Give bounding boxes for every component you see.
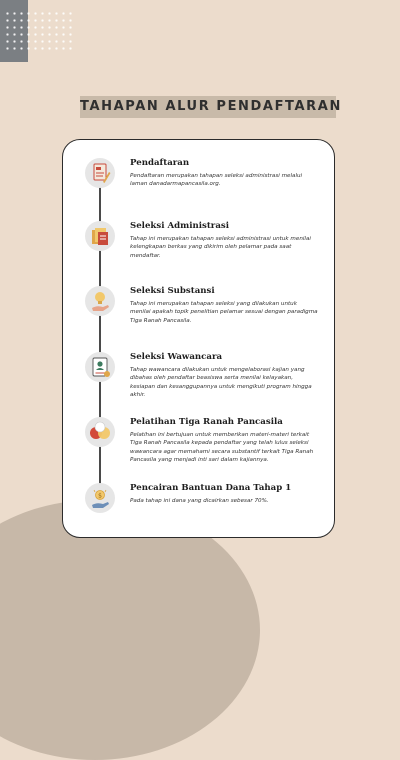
step-description: Tahap ini merupakan tahapan seleksi yang dilakukan untuk menilai apakah topik penelitian pelamar sesuai dengan paradigma Tiga Ranah Pancasila. bbox=[130, 301, 318, 324]
registration-form-icon bbox=[85, 158, 115, 188]
timeline-card bbox=[62, 139, 335, 538]
interview-profile-icon bbox=[85, 352, 115, 382]
coin-hand-icon bbox=[85, 483, 115, 513]
document-folders-icon bbox=[85, 221, 115, 251]
step-description: Tahap ini merupakan tahapan seleksi administrasi untuk menilai kelengkapan berkas yang dikirim oleh pelamar pada saat mendaftar. bbox=[130, 236, 311, 259]
light-bulb-hand-icon bbox=[85, 286, 115, 316]
page-title: TAHAPAN ALUR PENDAFTARAN bbox=[80, 96, 336, 118]
step-title: Pencairan Bantuan Dana Tahap 1 bbox=[130, 483, 292, 493]
dot-grid-decoration bbox=[4, 10, 72, 54]
svg-text:$: $ bbox=[98, 492, 102, 500]
step-title: Seleksi Administrasi bbox=[130, 221, 230, 231]
step-title: Pendaftaran bbox=[130, 158, 190, 168]
step-description: Pendaftaran merupakan tahapan seleksi administrasi melalui laman danadarmapancasila.org. bbox=[130, 173, 303, 188]
step-description: Pada tahap ini dana yang dicairkan sebesar 70%. bbox=[130, 498, 269, 504]
step-title: Pelatihan Tiga Ranah Pancasila bbox=[130, 417, 283, 427]
step-description: Tahap wawancara dilakukan untuk mengelaborasi kajian yang dibahas oleh pendaftar beasiswa serta menilai kelayakan, kesiapan dan kesanggupannya untuk mengikuti program hingga akhir. bbox=[130, 367, 312, 398]
bottom-decorative-shape bbox=[0, 500, 260, 760]
three-circles-icon bbox=[85, 417, 115, 447]
step-title: Seleksi Wawancara bbox=[130, 352, 223, 362]
step-title: Seleksi Substansi bbox=[130, 286, 215, 296]
step-description: Pelatihan ini bertujuan untuk memberikan materi-materi terkait Tiga Ranah Pancasila kepada pendaftar yang telah lulus seleksi wawancara agar memahami secara substantif terkait Tiga Ranah Pancasila yang menjadi inti sari dalam kajiannya. bbox=[130, 432, 314, 463]
